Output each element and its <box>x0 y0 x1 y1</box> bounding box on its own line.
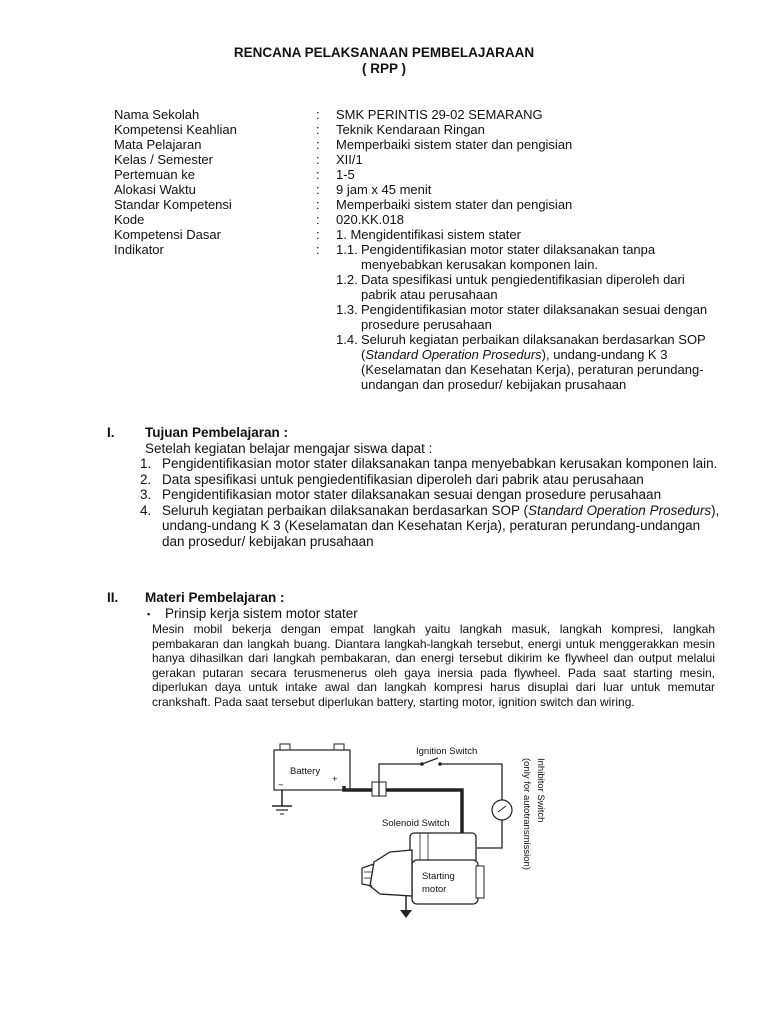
starting-motor-body <box>412 860 478 904</box>
info-row: Kompetensi Keahlian : Teknik Kendaraan Ringan <box>114 122 485 137</box>
inhibitor-wire <box>477 820 502 848</box>
inhibitor-switch-label: Inhibitor Switch <box>535 758 546 823</box>
info-row: Alokasi Waktu : 9 jam x 45 menit <box>114 182 432 197</box>
info-row: Mata Pelajaran : Memperbaiki sistem stater dan pengisian <box>114 137 573 152</box>
info-row: Kelas / Semester : XII/1 <box>114 152 363 167</box>
battery-terminal-pos <box>334 744 344 750</box>
list-item: 1.3. Pengidentifikasian motor stater dilaksanakan sesuai dengan prosedure perusahaan <box>336 302 708 332</box>
battery-label: Battery <box>290 766 321 777</box>
list-item: 1.1. Pengidentifikasian motor stater dilaksanakan tanpa menyebabkan kerusakan komponen lain. <box>336 242 656 272</box>
motor-ground-symbol <box>400 910 412 918</box>
battery-minus-label: − <box>278 780 284 791</box>
info-row: Kode : 020.KK.018 <box>114 212 404 227</box>
section-intro: Setelah kegiatan belajar mengajar siswa dapat : <box>145 441 433 456</box>
indikator-row: Indikator : 1.1. Pengidentifikasian motor stater dilaksanakan tanpa menyebabkan kerusakan komponen lain. 1.2. Data spesifikasi untuk pengiedentifikasian diperoleh dari pabrik atau perusahaan 1.3. Pengidentifikasian motor stater dilaksanakan sesuai dengan prosedure perusahaan 1.4. Seluruh kegiatan perbaikan dilaksanakan berdasarkan SOP (Standard Operation Prosedurs), undang-undang K 3 (Keselamatan dan Kesehatan Kerja), peraturan perundang-undangan dan prosedur/ kebijakan prusahaan <box>114 242 714 392</box>
list-item: 1.2. Data spesifikasi untuk pengiedentifikasian diperoleh dari pabrik atau perusahaan <box>336 272 685 302</box>
ignition-wire-right <box>440 764 502 800</box>
solenoid-switch-label: Solenoid Switch <box>382 818 450 829</box>
list-item: 1. Pengidentifikasian motor stater dilaksanakan tanpa menyebabkan kerusakan komponen lain. <box>140 456 718 471</box>
info-row: Kompetensi Dasar : 1. Mengidentifikasi sistem stater <box>114 227 521 242</box>
tujuan-list <box>140 456 720 549</box>
ignition-switch-label: Ignition Switch <box>416 746 478 757</box>
starting-motor-label: Starting <box>422 871 455 882</box>
starter-circuit-diagram <box>262 738 562 928</box>
bullet-item: ▪ Prinsip kerja sistem motor stater <box>147 606 358 621</box>
list-item: 2. Data spesifikasi untuk pengiedentifikasian diperoleh dari pabrik atau perusahaan <box>140 471 644 487</box>
drive-housing <box>370 850 412 896</box>
materi-paragraph: Mesin mobil bekerja dengan empat langkah yaitu langkah masuk, langkah kompresi, langkah pembakaran dan langkah buang. Diantara langkah-langkah tersebut, energi untuk menggerakkan mesin hanya dihasilkan dari langkah pembakaran, dan energi tersebut dikirim ke flywheel dan output melalui gerakan putaran secara terusmenerus oleh gaya inersia pada flywheel. Pada saat starting mesin, diperlukan daya untuk intake awal dan langkah kompresi harus disuplai dari luar untuk memutar crankshaft. Pada saat tersebut diperlukan battery, starting motor, ignition switch dan wiring. <box>152 622 715 709</box>
motor-end-cap <box>476 866 484 898</box>
list-item: 3. Pengidentifikasian motor stater dilaksanakan sesuai dengan prosedure perusahaan <box>140 487 662 502</box>
battery-terminal-neg <box>280 744 290 750</box>
info-row: Pertemuan ke : 1-5 <box>114 167 355 182</box>
list-item: 1.4. Seluruh kegiatan perbaikan dilaksanakan berdasarkan SOP (Standard Operation Prosedurs), undang-undang K 3 (Keselamatan dan Kesehatan Kerja), peraturan perundang-undangan dan prosedur/ kebijakan prusahaan <box>336 332 706 392</box>
identity-table <box>114 107 714 392</box>
section-heading-tujuan: I. Tujuan Pembelajaran : <box>107 425 289 440</box>
square-bullet-icon: ▪ <box>147 609 151 619</box>
info-row: Nama Sekolah : SMK PERINTIS 29-02 SEMARANG <box>114 107 543 122</box>
document-title: RENCANA PELAKSANAAN PEMBELAJARAAN <box>233 45 535 60</box>
info-row: Standar Kompetensi : Memperbaiki sistem stater dan pengisian <box>114 197 573 212</box>
indikator-list <box>336 242 714 392</box>
ignition-switch-contact <box>422 758 438 764</box>
inhibitor-switch-note: (only for autotransmission) <box>521 758 532 870</box>
list-item: 4. Seluruh kegiatan perbaikan dilaksanakan berdasarkan SOP (Standard Operation Prosedurs), undang-undang K 3 (Keselamatan dan Kesehatan Kerja), peraturan perundang-undangan dan prosedur/ kebijakan prusahaan <box>140 502 720 549</box>
battery-plus-label: + <box>332 774 338 785</box>
section-heading-materi: II. Materi Pembelajaran : <box>107 590 285 605</box>
starting-motor-label-2: motor <box>422 884 447 895</box>
document-subtitle: ( RPP ) <box>361 61 406 76</box>
inhibitor-switch-symbol <box>492 800 512 820</box>
